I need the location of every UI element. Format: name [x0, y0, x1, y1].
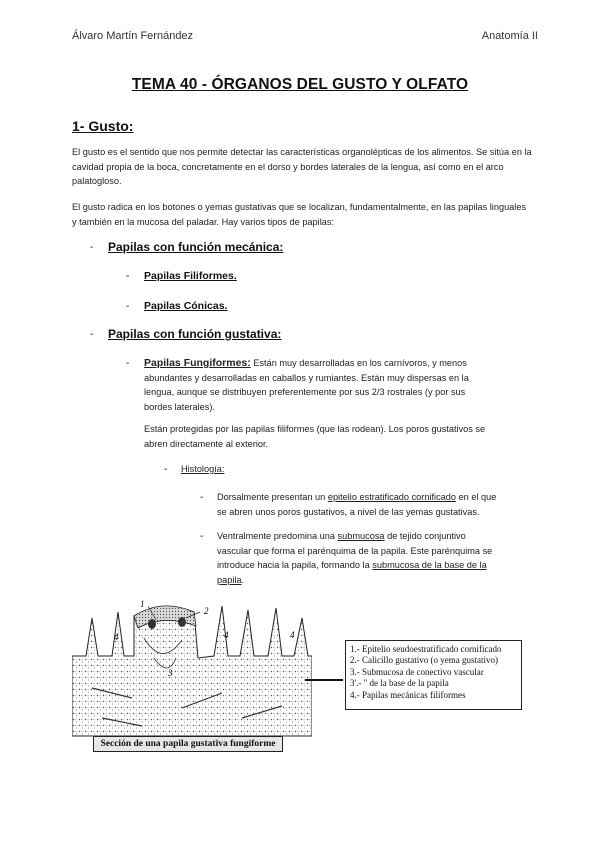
header-course: Anatomía II	[481, 30, 538, 42]
legend-item: 3'.- " de la base de la papila	[350, 678, 449, 689]
dorsal-text: se abren unos poros gustativos, a nivel de las yemas gustativas.	[217, 506, 480, 517]
dorsal-paragraph	[217, 490, 537, 519]
paragraph-papilas: El gusto radica en los botones o yemas gustativas que se localizan, fundamentalmente, en las papilas linguales y también en la mucosa del paladar. Hay varios tipos de papilas:	[72, 202, 527, 227]
ventral-text: introduce hacia la papila, formando la	[217, 560, 373, 571]
figure-connector	[305, 679, 343, 681]
list-dash: -	[200, 492, 204, 503]
list-dash: -	[164, 464, 168, 475]
header-author: Álvaro Martín Fernández	[72, 30, 194, 42]
figure-caption: Sección de una papila gustativa fungiforme	[93, 736, 283, 752]
protegidas-line: Están protegidas por las papilas filiformes (que las rodean). Los poros gustativos se	[144, 424, 486, 434]
list-item-gustativa: Papilas con función gustativa:	[108, 327, 282, 341]
figure-legend	[345, 640, 522, 710]
list-dash: -	[126, 301, 130, 312]
figure-label-4: 4	[224, 630, 229, 640]
fungiformes-label: Papilas Fungiformes:	[144, 357, 251, 369]
list-dash: -	[126, 271, 130, 282]
ventral-text: .	[241, 574, 245, 585]
ventral-paragraph	[217, 529, 537, 587]
list-dash: -	[90, 242, 94, 253]
legend-item: 2.- Calicillo gustativo (o yema gustativo)	[350, 655, 498, 666]
protegidas-paragraph	[144, 422, 534, 451]
figure-label-4: 4	[114, 632, 119, 642]
dorsal-text: en el que	[456, 492, 497, 502]
fungiformes-text: lengua, aunque se distribuyen preferentemente por sus 2/3 rostrales (y por sus	[144, 387, 466, 398]
section-heading: 1- Gusto:	[72, 118, 134, 134]
ventral-term: submucosa de la base de la	[372, 560, 487, 571]
figure-label-3: 3	[168, 668, 173, 678]
figure-label-4: 4	[290, 630, 295, 640]
list-item-conicas: Papilas Cónicas.	[144, 300, 228, 312]
protegidas-line: abren directamente al exterior.	[144, 438, 269, 449]
ventral-term: submucosa	[337, 531, 385, 541]
fungiformes-text: Están muy desarrolladas en los carnívoros, y menos	[250, 358, 467, 368]
legend-item: 4.- Papilas mecánicas filiformes	[350, 689, 466, 700]
dorsal-term: epitelio estratificado cornificado	[327, 492, 457, 502]
fungiformes-text: abundantes y desarrolladas en caballos y rumiantes. Están muy dispersas en la	[144, 372, 469, 383]
list-item-mecanica: Papilas con función mecánica:	[108, 240, 284, 254]
histologia-label: Histología:	[181, 464, 225, 474]
page-title: TEMA 40 - ÓRGANOS DEL GUSTO Y OLFATO	[131, 76, 469, 93]
ventral-text: vascular que forma el parénquima de la papila. Este parénquima se	[217, 545, 493, 556]
list-dash: -	[200, 531, 204, 542]
list-dash: -	[90, 329, 94, 340]
figure-label-2: 2	[204, 606, 209, 616]
ventral-text: Ventralmente predomina una	[217, 531, 338, 541]
fungiformes-block	[144, 356, 524, 414]
legend-item: 3.- Submucosa de conectivo vascular	[350, 666, 484, 677]
paragraph-intro: El gusto es el sentido que nos permite detectar las características organolépticas de los alimentos. Se sitúa en la cavidad propia de la boca, concretamente en el dorso y bordes laterales de la lengua, así como en el arco palatogloso.	[72, 147, 532, 187]
figure-label-1: 1	[140, 599, 145, 609]
legend-item: 1.- Epitelio seudoestratificado cornificado	[350, 644, 502, 654]
list-dash: -	[126, 358, 130, 369]
papila-histology-illustration	[72, 598, 312, 738]
list-item-filiformes: Papilas Filiformes.	[144, 270, 237, 282]
ventral-text: de tejido conjuntivo	[384, 531, 466, 541]
fungiformes-text: bordes laterales).	[144, 401, 215, 412]
dorsal-text: Dorsalmente presentan un	[217, 492, 328, 502]
ventral-term: papila	[217, 574, 242, 585]
